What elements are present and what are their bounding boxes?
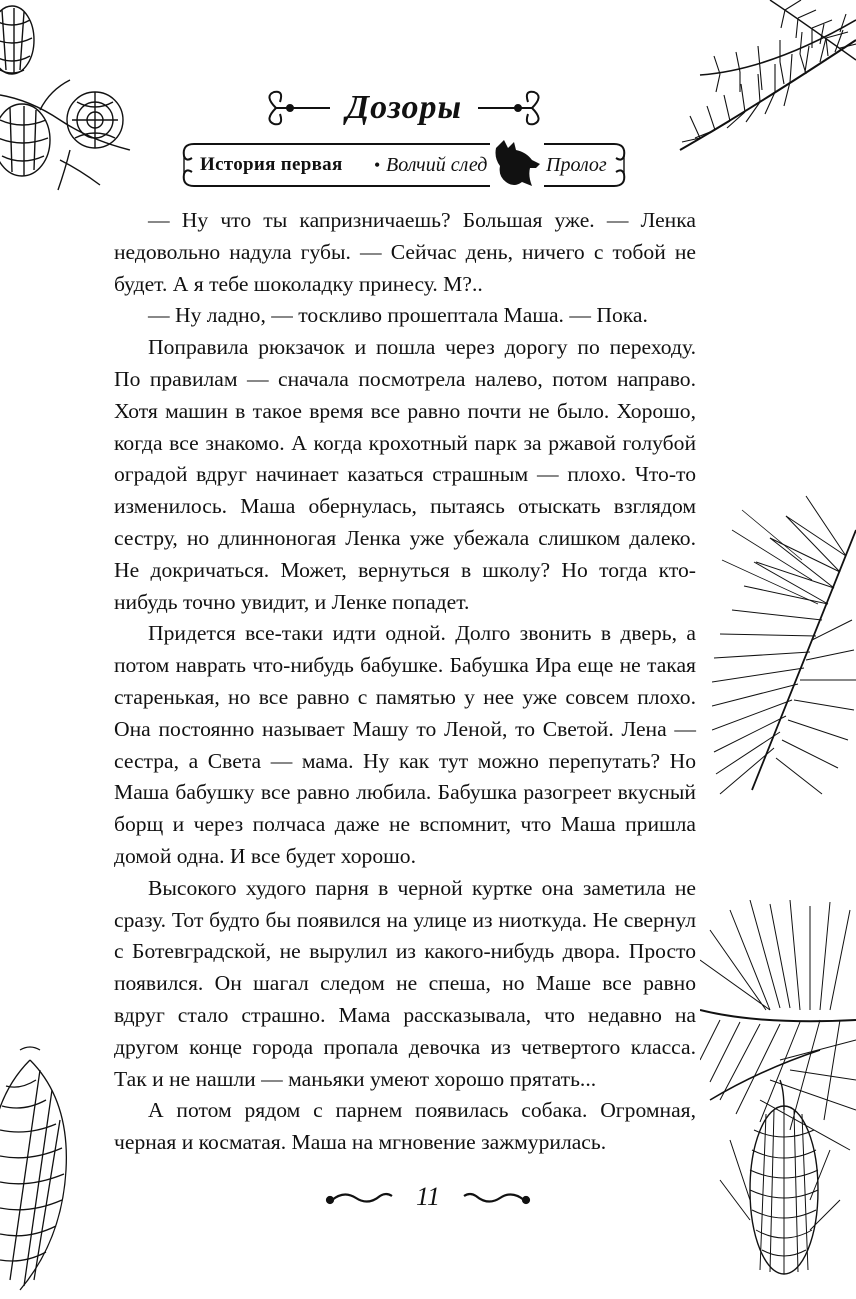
series-title: Дозоры	[330, 89, 478, 127]
pine-cone-branch-illustration-bottom-right	[700, 900, 856, 1299]
header-band	[180, 136, 628, 192]
paragraph: Придется все-таки идти одной. Долго звонить в дверь, а потом наврать что-нибудь бабушке. Бабушка Ира еще не такая старенькая, но все равно с памятью у нее уже совсем плохо. Она постоянно называет Машу то Леной, то Светой. Лена — сестра, а Света — мама. Ну как тут можно перепутать? Но Маша бабушку все равно любила. Бабушка разогреет вкусный борщ и через полчаса даже не вспомнит, что Маша пришла домой одна. И все будет хорошо.	[114, 621, 696, 868]
page-folio	[320, 1176, 536, 1220]
wolf-head-icon	[492, 138, 542, 190]
pine-cone-illustration-top-left	[0, 0, 150, 200]
running-header	[180, 84, 628, 196]
pine-branch-illustration-top-right	[660, 0, 856, 190]
header-bullet: •	[374, 155, 381, 175]
body-text	[114, 205, 696, 1159]
paragraph: Поправила рюкзачок и пошла через дорогу по переходу. По правилам — сначала посмотрела налево, потом направо. Хотя машин в такое время все равно почти не было. Хорошо, когда все знакомо. А когда крохотный парк за ржавой голубой оградой вдруг начинает казаться страшным — плохо. Что-то изменилось. Маша обернулась, пытаясь отыскать взглядом сестру, но длинноногая Ленка уже убежала слишком далеко. Не докричаться. Может, вернуться в школу? Но тогда кто-нибудь точно увидит, и Ленке попадет.	[114, 335, 696, 614]
pine-branch-illustration-right	[712, 490, 856, 810]
story-label: История первая	[200, 154, 343, 175]
paragraph: Высокого худого парня в черной куртке она заметила не сразу. Тот будто бы появился на улице из ниоткуда. Не свернул с Ботевградской, не вырулил из какого-нибудь двора. Просто появился. Он шагал следом не спеша, но Маше все равно вдруг стало страшно. Мама рассказывала, что недавно на другом конце города пропала девочка из четвертого класса. Так и не нашли — маньяки умеют хорошо прятать...	[114, 875, 696, 1091]
paragraph: — Ну ладно, — тоскливо прошептала Маша. — Пока.	[148, 303, 648, 328]
series-logo	[180, 84, 628, 132]
paragraph: — Ну что ты капризничаешь? Большая уже. — Ленка недовольно надула губы. — Сейчас день, ничего с тобой не будет. А я тебе шоколадку принесу. М?..	[114, 208, 696, 296]
section-label: Пролог	[546, 154, 607, 176]
page-number: 11	[415, 1182, 441, 1211]
pine-cone-illustration-bottom-left	[0, 1040, 90, 1299]
chapter-label: Волчий след	[386, 154, 488, 176]
paragraph: А потом рядом с парнем появилась собака. Огромная, черная и косматая. Маша на мгновение зажмурилась.	[114, 1098, 696, 1155]
